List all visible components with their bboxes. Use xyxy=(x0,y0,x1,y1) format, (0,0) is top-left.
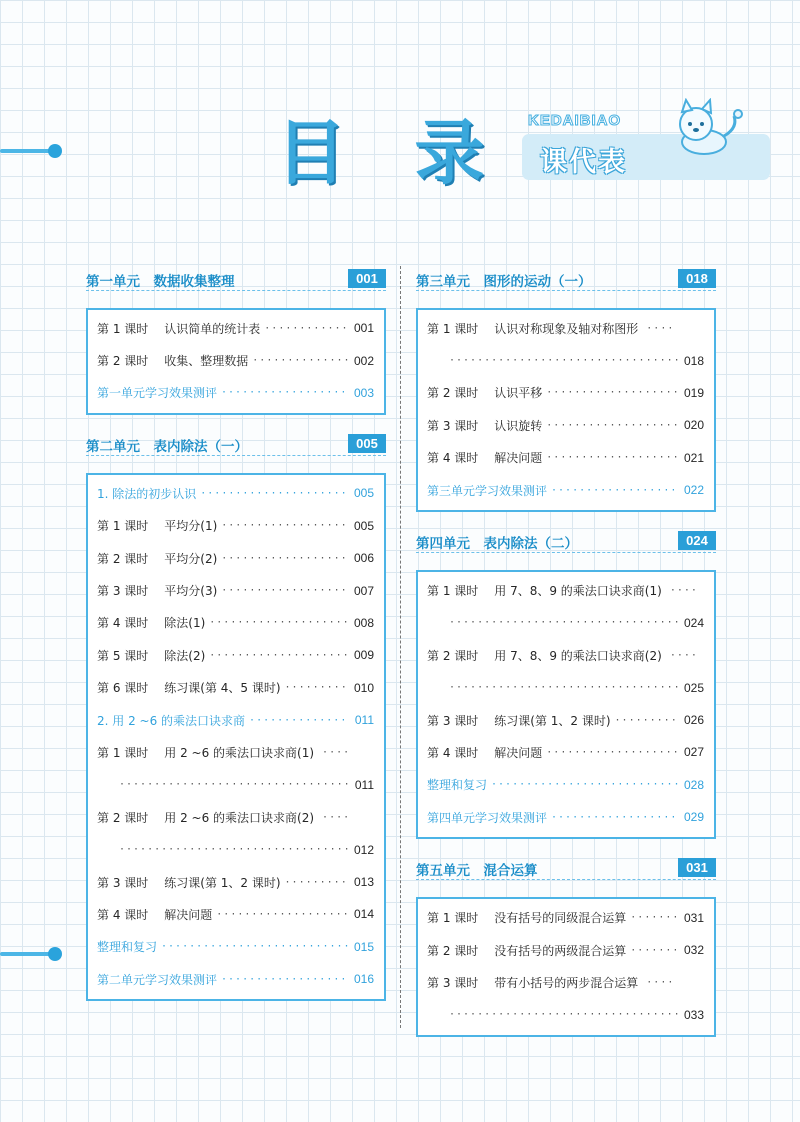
entry-title: 认识对称现象及轴对称图形 xyxy=(494,321,639,336)
accent-dot-bottom xyxy=(48,947,62,961)
entry-title: 认识平移 xyxy=(494,386,543,401)
entry-title: 平均分(2) xyxy=(164,551,218,566)
entry-label: 第 4 课时 xyxy=(97,907,149,922)
entry-page-number: 028 xyxy=(683,777,704,792)
entry-label: 第 3 课时 xyxy=(97,584,149,599)
entry-label: 第四单元学习效果测评 xyxy=(427,810,548,825)
unit-entries-box xyxy=(86,473,386,1001)
dot-leader xyxy=(209,650,348,661)
entry-page-number: 006 xyxy=(353,551,374,566)
toc-entry[interactable] xyxy=(97,736,374,768)
entry-title: 认识旋转 xyxy=(494,418,543,433)
entry-label: 第 2 课时 xyxy=(97,551,149,566)
accent-dot-top xyxy=(48,144,62,158)
column-divider xyxy=(400,266,401,1028)
entry-label: 第二单元学习效果测评 xyxy=(97,972,218,987)
entry-page-number: 032 xyxy=(683,943,704,958)
entry-page-number: 025 xyxy=(683,680,704,695)
toc-entry-continuation[interactable] xyxy=(427,344,704,376)
entry-label: 第 4 课时 xyxy=(427,745,479,760)
entry-label: 第 3 课时 xyxy=(97,875,149,890)
toc-entry[interactable] xyxy=(427,901,704,933)
dot-leader xyxy=(546,452,678,463)
entry-page-number: 005 xyxy=(353,486,374,501)
toc-entry[interactable] xyxy=(97,607,374,639)
unit-title: 第二单元 表内除法（一） xyxy=(86,439,248,456)
toc-section-link[interactable] xyxy=(97,377,374,409)
entry-page-number: 011 xyxy=(354,777,374,792)
toc-entry[interactable] xyxy=(427,639,704,671)
entry-page-number: 019 xyxy=(683,385,704,400)
dot-leader xyxy=(546,420,678,431)
entry-page-number: 020 xyxy=(683,418,704,433)
entry-title: 平均分(3) xyxy=(164,584,218,599)
toc-entry[interactable] xyxy=(97,866,374,898)
entry-label: 第 1 课时 xyxy=(97,519,149,534)
entry-page-number: 008 xyxy=(353,615,374,630)
entry-label: 第 3 课时 xyxy=(427,713,479,728)
dot-leader xyxy=(546,747,678,758)
entry-label: 1. 除法的初步认识 xyxy=(97,486,197,501)
toc-entry-continuation[interactable] xyxy=(427,672,704,704)
entry-label: 第 4 课时 xyxy=(97,616,149,631)
toc-section-link[interactable] xyxy=(97,931,374,963)
toc-left-column xyxy=(86,266,386,1017)
unit-page-badge: 031 xyxy=(678,858,716,877)
dot-leader xyxy=(646,323,674,334)
dot-leader xyxy=(285,682,348,693)
toc-entry-continuation[interactable] xyxy=(97,833,374,865)
entry-label: 2. 用 2 ~6 的乘法口诀求商 xyxy=(97,713,246,728)
toc-entry[interactable] xyxy=(427,736,704,768)
unit-header xyxy=(416,266,716,294)
unit-divider-rule xyxy=(416,879,716,880)
unit-page-badge: 005 xyxy=(348,434,386,453)
entry-label: 第 2 课时 xyxy=(97,354,149,369)
unit-entries-box xyxy=(416,308,716,512)
entry-label: 第 2 课时 xyxy=(427,386,479,401)
entry-label: 第三单元学习效果测评 xyxy=(427,483,548,498)
unit-title: 第五单元 混合运算 xyxy=(416,863,538,880)
dot-leader xyxy=(200,488,348,499)
dot-leader xyxy=(449,682,678,693)
entry-label: 第 1 课时 xyxy=(97,745,149,760)
unit-divider-rule xyxy=(86,290,386,291)
entry-page-number: 021 xyxy=(683,450,704,465)
unit-divider-rule xyxy=(416,290,716,291)
unit-title: 第三单元 图形的运动（一） xyxy=(416,274,592,290)
toc-section-link[interactable] xyxy=(97,704,374,736)
entry-page-number: 002 xyxy=(353,353,374,368)
toc-entry[interactable] xyxy=(427,377,704,409)
toc-entry[interactable] xyxy=(97,801,374,833)
toc-entry[interactable] xyxy=(427,574,704,606)
dot-leader xyxy=(161,941,348,952)
toc-entry[interactable] xyxy=(97,574,374,606)
entry-title: 解决问题 xyxy=(494,451,543,466)
toc-section-link[interactable] xyxy=(97,477,374,509)
entry-title: 平均分(1) xyxy=(164,519,218,534)
toc-section-link[interactable] xyxy=(97,963,374,995)
entry-title: 解决问题 xyxy=(164,907,213,922)
dog-mascot-icon xyxy=(664,98,744,162)
entry-page-number: 012 xyxy=(353,842,374,857)
toc-entry[interactable] xyxy=(97,312,374,344)
entry-page-number: 031 xyxy=(683,910,704,925)
entry-title: 除法(2) xyxy=(164,648,206,663)
dot-leader xyxy=(216,909,348,920)
entry-label: 第 6 课时 xyxy=(97,681,149,696)
entry-label: 第 1 课时 xyxy=(427,911,479,926)
dot-leader xyxy=(491,779,678,790)
entry-page-number: 010 xyxy=(353,680,374,695)
dot-leader xyxy=(285,877,348,888)
entry-page-number: 022 xyxy=(683,483,704,498)
unit-divider-rule xyxy=(416,552,716,553)
toc-entry[interactable] xyxy=(427,442,704,474)
entry-label: 第 1 课时 xyxy=(427,321,479,336)
entry-page-number: 024 xyxy=(683,615,704,630)
dot-leader xyxy=(119,779,348,790)
entry-label: 第 3 课时 xyxy=(427,418,479,433)
dot-leader xyxy=(264,323,348,334)
unit-divider-rule xyxy=(86,455,386,456)
entry-title: 练习课(第 1、2 课时) xyxy=(164,875,281,890)
entry-label: 整理和复习 xyxy=(427,778,488,793)
dot-leader xyxy=(551,485,678,496)
entry-page-number: 001 xyxy=(353,321,374,336)
dot-leader xyxy=(646,977,674,988)
brand-english: KEDAIBIAO xyxy=(528,112,622,129)
dot-leader xyxy=(221,520,348,531)
toc-entry[interactable] xyxy=(97,510,374,542)
dot-leader xyxy=(221,387,348,398)
dot-leader xyxy=(322,747,350,758)
entry-page-number: 029 xyxy=(683,810,704,825)
entry-title: 认识简单的统计表 xyxy=(164,321,261,336)
entry-label: 第 1 课时 xyxy=(427,584,479,599)
toc-entry[interactable] xyxy=(427,312,704,344)
brand-chinese: 课代表 xyxy=(540,147,627,178)
unit-page-badge: 001 xyxy=(348,269,386,288)
entry-title: 用 2 ~6 的乘法口诀求商(2) xyxy=(164,810,315,825)
dot-leader xyxy=(630,912,678,923)
dot-leader xyxy=(221,974,348,985)
entry-label: 第 2 课时 xyxy=(427,943,479,958)
toc-entry[interactable] xyxy=(427,934,704,966)
dot-leader xyxy=(546,387,678,398)
entry-label: 整理和复习 xyxy=(97,940,158,955)
dot-leader xyxy=(551,812,678,823)
entry-page-number: 005 xyxy=(353,518,374,533)
dot-leader xyxy=(670,585,698,596)
dot-leader xyxy=(449,1009,678,1020)
entry-title: 没有括号的同级混合运算 xyxy=(494,911,627,926)
dot-leader xyxy=(119,844,348,855)
toc-entry[interactable] xyxy=(427,409,704,441)
unit-entries-box xyxy=(416,570,716,839)
entry-title: 练习课(第 4、5 课时) xyxy=(164,681,281,696)
entry-page-number: 013 xyxy=(353,875,374,890)
unit-page-badge: 018 xyxy=(678,269,716,288)
entry-page-number: 033 xyxy=(683,1007,704,1022)
dot-leader xyxy=(630,945,678,956)
dot-leader xyxy=(221,585,348,596)
entry-title: 用 7、8、9 的乘法口诀求商(2) xyxy=(494,648,662,663)
entry-page-number: 011 xyxy=(354,713,374,728)
entry-title: 用 7、8、9 的乘法口诀求商(1) xyxy=(494,584,662,599)
entry-page-number: 009 xyxy=(353,648,374,663)
entry-label: 第 1 课时 xyxy=(97,321,149,336)
dot-leader xyxy=(221,553,348,564)
accent-line-top xyxy=(0,149,50,153)
toc-section-link[interactable] xyxy=(427,769,704,801)
toc-right-column xyxy=(416,266,716,1053)
unit-entries-box xyxy=(86,308,386,415)
unit-header xyxy=(416,528,716,556)
dot-leader xyxy=(449,617,678,628)
entry-page-number: 026 xyxy=(683,713,704,728)
toc-entry[interactable] xyxy=(427,704,704,736)
entry-label: 第 5 课时 xyxy=(97,648,149,663)
entry-page-number: 003 xyxy=(353,385,374,400)
unit-header xyxy=(86,431,386,459)
entry-label: 第一单元学习效果测评 xyxy=(97,386,218,401)
entry-label: 第 4 课时 xyxy=(427,451,479,466)
entry-page-number: 014 xyxy=(353,907,374,922)
entry-title: 没有括号的两级混合运算 xyxy=(494,943,627,958)
entry-title: 解决问题 xyxy=(494,745,543,760)
entry-label: 第 2 课时 xyxy=(427,648,479,663)
dot-leader xyxy=(615,715,678,726)
toc-section-link[interactable] xyxy=(427,801,704,833)
toc-entry[interactable] xyxy=(97,639,374,671)
accent-line-bottom xyxy=(0,952,50,956)
unit-title: 第一单元 数据收集整理 xyxy=(86,274,235,290)
toc-entry-continuation[interactable] xyxy=(97,769,374,801)
entry-title: 用 2 ~6 的乘法口诀求商(1) xyxy=(164,745,315,760)
entry-title: 练习课(第 1、2 课时) xyxy=(494,713,611,728)
dot-leader xyxy=(670,650,698,661)
dot-leader xyxy=(322,812,350,823)
toc-entry-continuation[interactable] xyxy=(427,607,704,639)
unit-header xyxy=(86,266,386,294)
toc-entry[interactable] xyxy=(97,344,374,376)
dot-leader xyxy=(449,355,678,366)
toc-section-link[interactable] xyxy=(427,474,704,506)
page-title: 目 录 xyxy=(276,112,507,194)
entry-title: 带有小括号的两步混合运算 xyxy=(494,975,639,990)
entry-title: 收集、整理数据 xyxy=(164,354,249,369)
unit-title: 第四单元 表内除法（二） xyxy=(416,536,578,553)
entry-label: 第 2 课时 xyxy=(97,810,149,825)
unit-page-badge: 024 xyxy=(678,531,716,550)
toc-entry[interactable] xyxy=(427,966,704,998)
entry-page-number: 007 xyxy=(353,583,374,598)
toc-entry[interactable] xyxy=(97,898,374,930)
entry-page-number: 018 xyxy=(683,353,704,368)
unit-header xyxy=(416,855,716,883)
dot-leader xyxy=(209,617,348,628)
toc-entry[interactable] xyxy=(97,542,374,574)
entry-page-number: 016 xyxy=(353,972,374,987)
entry-page-number: 027 xyxy=(683,745,704,760)
dot-leader xyxy=(249,715,348,726)
toc-entry-continuation[interactable] xyxy=(427,999,704,1031)
dot-leader xyxy=(252,355,348,366)
entry-page-number: 015 xyxy=(353,939,374,954)
unit-entries-box xyxy=(416,897,716,1037)
toc-entry[interactable] xyxy=(97,672,374,704)
entry-label: 第 3 课时 xyxy=(427,975,479,990)
entry-title: 除法(1) xyxy=(164,616,206,631)
